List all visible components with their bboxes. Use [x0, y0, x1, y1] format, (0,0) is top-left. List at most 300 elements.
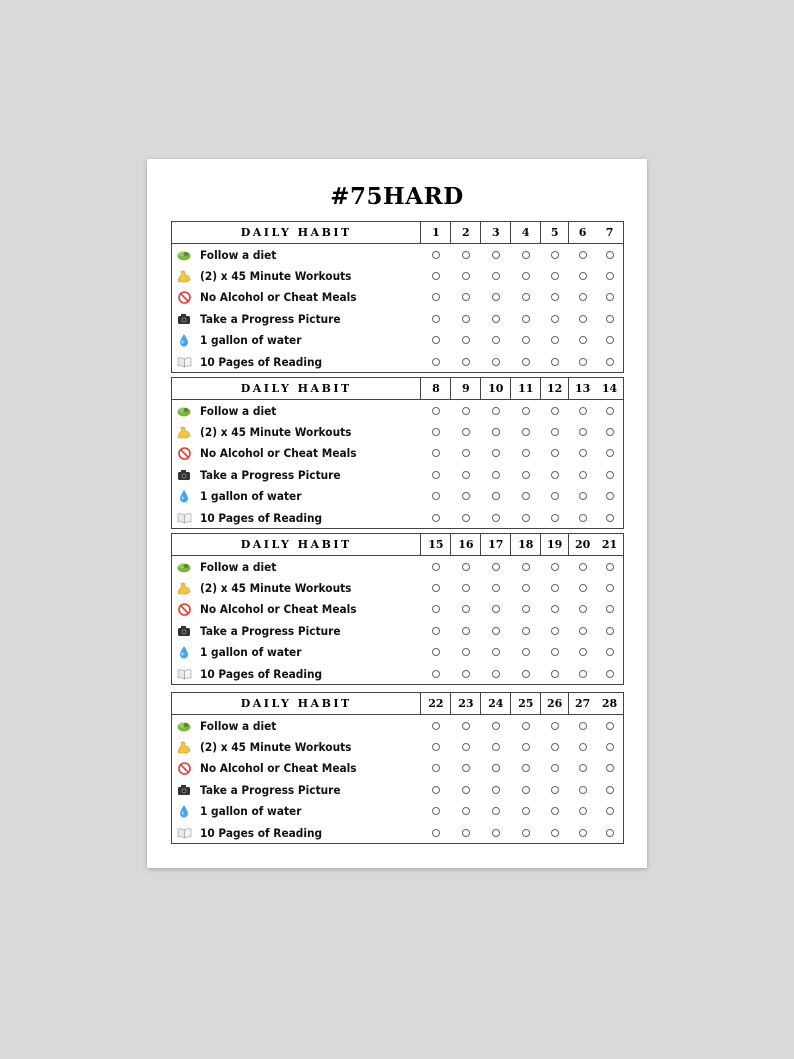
habit-checkbox[interactable] — [551, 807, 559, 815]
water-drop-icon — [176, 803, 192, 819]
habit-row — [172, 736, 623, 757]
habit-checkbox[interactable] — [432, 563, 440, 571]
habit-checkbox[interactable] — [522, 293, 530, 301]
checkbox-cell — [511, 605, 541, 613]
habit-name-cell — [172, 580, 421, 596]
habit-checkbox[interactable] — [551, 471, 559, 479]
checkbox-cell — [596, 251, 623, 259]
checkbox-cell — [481, 786, 511, 794]
habit-checkbox[interactable] — [432, 764, 440, 772]
habit-checkbox[interactable] — [579, 563, 587, 571]
habit-checkbox[interactable] — [551, 449, 559, 457]
checkbox-cell — [511, 492, 541, 500]
habit-checkbox[interactable] — [492, 670, 500, 678]
habit-checkbox[interactable] — [522, 428, 530, 436]
habit-name-cell — [172, 311, 421, 327]
habit-checkbox[interactable] — [432, 272, 440, 280]
checkbox-cell — [481, 293, 511, 301]
habit-checkbox[interactable] — [522, 358, 530, 366]
habit-checkbox[interactable] — [492, 428, 500, 436]
checkbox-cell — [511, 670, 541, 678]
habit-checkbox[interactable] — [492, 807, 500, 815]
checkbox-cell — [541, 272, 569, 280]
habit-checkbox[interactable] — [462, 428, 470, 436]
habit-checkbox[interactable] — [432, 514, 440, 522]
checkbox-cell — [421, 743, 451, 751]
habit-checkbox[interactable] — [606, 492, 614, 500]
checkbox-cell — [596, 670, 623, 678]
day-number: 7 — [605, 226, 614, 239]
habit-checkbox[interactable] — [492, 829, 500, 837]
habit-checkbox[interactable] — [551, 272, 559, 280]
checkbox-cell — [541, 786, 569, 794]
habit-checkbox[interactable] — [579, 807, 587, 815]
habit-checkbox[interactable] — [551, 829, 559, 837]
habit-checkbox[interactable] — [462, 584, 470, 592]
habit-checkbox[interactable] — [579, 358, 587, 366]
checkbox-cell — [569, 829, 596, 837]
checkbox-cell — [596, 514, 623, 522]
checkbox-cell — [451, 605, 481, 613]
habit-checkbox[interactable] — [462, 563, 470, 571]
week-header — [172, 534, 623, 556]
habit-name-cell — [172, 718, 421, 734]
habit-checkbox[interactable] — [522, 627, 530, 635]
habit-checkbox[interactable] — [462, 764, 470, 772]
day-number: 9 — [451, 378, 481, 399]
habit-checkbox[interactable] — [551, 764, 559, 772]
habit-checkbox[interactable] — [579, 627, 587, 635]
habit-checkbox[interactable] — [606, 764, 614, 772]
checkbox-cell — [511, 315, 541, 323]
checkbox-cell — [511, 428, 541, 436]
habit-row — [172, 287, 623, 308]
habit-checkbox[interactable] — [606, 563, 614, 571]
habit-checkbox[interactable] — [522, 648, 530, 656]
habit-checkbox[interactable] — [551, 251, 559, 259]
habit-checkbox[interactable] — [579, 407, 587, 415]
habit-checkbox[interactable] — [522, 251, 530, 259]
checkbox-cell — [511, 648, 541, 656]
habit-checkbox[interactable] — [551, 743, 559, 751]
habit-checkbox[interactable] — [492, 336, 500, 344]
habit-checkbox[interactable] — [432, 648, 440, 656]
habit-checkbox[interactable] — [462, 627, 470, 635]
habit-checkbox[interactable] — [522, 722, 530, 730]
habit-checkbox[interactable] — [522, 563, 530, 571]
checkbox-cell — [569, 563, 596, 571]
habit-checkbox[interactable] — [462, 722, 470, 730]
habit-checkbox[interactable] — [606, 251, 614, 259]
habit-label: 10 Pages of Reading — [200, 354, 323, 369]
habit-checkbox[interactable] — [522, 743, 530, 751]
habit-label: No Alcohol or Cheat Meals — [200, 290, 357, 305]
habit-name-cell — [172, 644, 421, 660]
habit-checkbox[interactable] — [551, 627, 559, 635]
habit-checkbox[interactable] — [492, 764, 500, 772]
day-number: 25 — [511, 693, 541, 714]
habit-checkbox[interactable] — [522, 492, 530, 500]
no-entry-icon — [176, 445, 192, 461]
habit-checkbox[interactable] — [551, 428, 559, 436]
checkbox-cell — [421, 358, 451, 366]
habit-checkbox[interactable] — [492, 251, 500, 259]
habit-checkbox[interactable] — [522, 514, 530, 522]
checkbox-cell — [596, 449, 623, 457]
habit-name-cell — [172, 247, 421, 263]
habit-row — [172, 801, 623, 822]
habit-checkbox[interactable] — [579, 743, 587, 751]
habit-checkbox[interactable] — [579, 605, 587, 613]
habit-checkbox[interactable] — [606, 272, 614, 280]
habit-checkbox[interactable] — [522, 315, 530, 323]
habit-checkbox[interactable] — [462, 605, 470, 613]
habit-checkbox[interactable] — [579, 449, 587, 457]
day-number: 11 — [511, 378, 541, 399]
habit-checkbox[interactable] — [462, 251, 470, 259]
habit-checkbox[interactable] — [492, 358, 500, 366]
habit-checkbox[interactable] — [432, 743, 440, 751]
checkbox-cell — [451, 648, 481, 656]
habit-label: (2) x 45 Minute Workouts — [200, 740, 352, 755]
habit-checkbox[interactable] — [551, 584, 559, 592]
habit-row — [172, 443, 623, 464]
week-header — [172, 222, 623, 244]
habit-checkbox[interactable] — [432, 407, 440, 415]
habit-checkbox[interactable] — [579, 492, 587, 500]
checkbox-cell — [541, 492, 569, 500]
habit-checkbox[interactable] — [432, 449, 440, 457]
habit-checkbox[interactable] — [606, 627, 614, 635]
habit-checkbox[interactable] — [606, 449, 614, 457]
camera-icon — [176, 782, 192, 798]
habit-name-cell — [172, 268, 421, 284]
habit-checkbox[interactable] — [492, 293, 500, 301]
habit-label: Take a Progress Picture — [200, 623, 341, 638]
habit-checkbox[interactable] — [492, 627, 500, 635]
habit-checkbox[interactable] — [606, 358, 614, 366]
habit-checkbox[interactable] — [492, 315, 500, 323]
habit-checkbox[interactable] — [606, 514, 614, 522]
habit-checkbox[interactable] — [551, 336, 559, 344]
checkbox-cell — [481, 627, 511, 635]
checkbox-cell — [511, 807, 541, 815]
habit-checkbox[interactable] — [606, 584, 614, 592]
habit-row — [172, 265, 623, 286]
checkbox-cell — [569, 449, 596, 457]
checkbox-cell — [451, 471, 481, 479]
habit-checkbox[interactable] — [606, 293, 614, 301]
checkbox-cell — [596, 584, 623, 592]
habit-checkbox[interactable] — [579, 293, 587, 301]
checkbox-cell — [569, 407, 596, 415]
daily-habit-header: DAILY HABIT — [172, 222, 421, 243]
habit-checkbox[interactable] — [551, 492, 559, 500]
day-number: 2 — [451, 222, 481, 243]
habit-label: Follow a diet — [200, 718, 277, 733]
habit-row — [172, 577, 623, 598]
flexed-bicep-icon — [176, 424, 192, 440]
habit-row — [172, 758, 623, 779]
week-header — [172, 378, 623, 400]
habit-checkbox[interactable] — [551, 605, 559, 613]
habit-checkbox[interactable] — [432, 492, 440, 500]
habit-checkbox[interactable] — [462, 272, 470, 280]
checkbox-cell — [481, 407, 511, 415]
flexed-bicep-icon — [176, 739, 192, 755]
checkbox-cell — [451, 563, 481, 571]
habit-checkbox[interactable] — [462, 648, 470, 656]
habit-checkbox[interactable] — [579, 584, 587, 592]
checkbox-cell — [451, 786, 481, 794]
checkbox-cell — [541, 358, 569, 366]
habit-checkbox[interactable] — [432, 670, 440, 678]
habit-row — [172, 620, 623, 641]
day-number: 17 — [481, 534, 511, 555]
habit-checkbox[interactable] — [579, 648, 587, 656]
habit-checkbox[interactable] — [492, 272, 500, 280]
habit-checkbox[interactable] — [492, 722, 500, 730]
habit-checkbox[interactable] — [606, 722, 614, 730]
habit-checkbox[interactable] — [606, 315, 614, 323]
habit-row — [172, 308, 623, 329]
camera-icon — [176, 623, 192, 639]
checkbox-cell — [481, 605, 511, 613]
habit-checkbox[interactable] — [432, 315, 440, 323]
habit-checkbox[interactable] — [432, 605, 440, 613]
habit-label: 1 gallon of water — [200, 645, 302, 660]
checkbox-cell — [511, 829, 541, 837]
habit-label: No Alcohol or Cheat Meals — [200, 446, 357, 461]
week-header — [172, 693, 623, 715]
habit-checkbox[interactable] — [606, 428, 614, 436]
habit-checkbox[interactable] — [462, 786, 470, 794]
checkbox-cell — [569, 764, 596, 772]
habit-checkbox[interactable] — [579, 829, 587, 837]
habit-checkbox[interactable] — [462, 807, 470, 815]
habit-checkbox[interactable] — [522, 449, 530, 457]
checkbox-cell — [421, 829, 451, 837]
habit-checkbox[interactable] — [606, 743, 614, 751]
habit-checkbox[interactable] — [551, 648, 559, 656]
water-drop-icon — [176, 488, 192, 504]
checkbox-cell — [541, 722, 569, 730]
habit-checkbox[interactable] — [462, 449, 470, 457]
day-number: 19 — [541, 534, 569, 555]
habit-checkbox[interactable] — [606, 807, 614, 815]
day-number: 24 — [481, 693, 511, 714]
habit-checkbox[interactable] — [462, 336, 470, 344]
checkbox-cell — [596, 471, 623, 479]
day-number: 21 — [601, 538, 618, 551]
habit-checkbox[interactable] — [606, 407, 614, 415]
habit-checkbox[interactable] — [522, 670, 530, 678]
checkbox-cell — [541, 428, 569, 436]
no-entry-icon — [176, 601, 192, 617]
habit-checkbox[interactable] — [432, 722, 440, 730]
checkbox-cell — [421, 336, 451, 344]
daily-habit-header: DAILY HABIT — [172, 534, 421, 555]
habit-checkbox[interactable] — [579, 428, 587, 436]
habit-checkbox[interactable] — [551, 563, 559, 571]
habit-checkbox[interactable] — [432, 336, 440, 344]
habit-checkbox[interactable] — [522, 807, 530, 815]
habit-checkbox[interactable] — [579, 514, 587, 522]
habit-name-cell — [172, 403, 421, 419]
habit-label: No Alcohol or Cheat Meals — [200, 761, 357, 776]
checkbox-cell — [569, 293, 596, 301]
habit-checkbox[interactable] — [551, 514, 559, 522]
habit-checkbox[interactable] — [606, 829, 614, 837]
habit-checkbox[interactable] — [551, 786, 559, 794]
habit-label: (2) x 45 Minute Workouts — [200, 269, 352, 284]
habit-checkbox[interactable] — [432, 428, 440, 436]
habit-checkbox[interactable] — [606, 670, 614, 678]
habit-checkbox[interactable] — [606, 605, 614, 613]
checkbox-cell — [569, 648, 596, 656]
checkbox-cell — [451, 584, 481, 592]
habit-checkbox[interactable] — [606, 786, 614, 794]
habit-checkbox[interactable] — [522, 407, 530, 415]
habit-checkbox[interactable] — [579, 670, 587, 678]
day-number: 12 — [541, 378, 569, 399]
checkbox-cell — [569, 786, 596, 794]
habit-checkbox[interactable] — [492, 605, 500, 613]
no-entry-icon — [176, 289, 192, 305]
habit-checkbox[interactable] — [432, 293, 440, 301]
habit-checkbox[interactable] — [492, 407, 500, 415]
day-number: 14 — [601, 382, 618, 395]
habit-checkbox[interactable] — [492, 492, 500, 500]
salad-icon — [176, 718, 192, 734]
checkbox-cell — [541, 670, 569, 678]
checkbox-cell — [421, 471, 451, 479]
habit-checkbox[interactable] — [432, 358, 440, 366]
checkbox-cell — [596, 648, 623, 656]
habit-checkbox[interactable] — [579, 315, 587, 323]
habit-checkbox[interactable] — [522, 272, 530, 280]
habit-checkbox[interactable] — [462, 829, 470, 837]
checkbox-cell — [421, 605, 451, 613]
checkbox-cell — [596, 358, 623, 366]
habit-checkbox[interactable] — [522, 336, 530, 344]
habit-checkbox[interactable] — [432, 627, 440, 635]
habit-checkbox[interactable] — [462, 407, 470, 415]
checkbox-cell — [596, 492, 623, 500]
habit-checkbox[interactable] — [462, 492, 470, 500]
checkbox-cell — [569, 315, 596, 323]
habit-checkbox[interactable] — [522, 829, 530, 837]
habit-tracker-sheet — [147, 159, 647, 868]
habit-checkbox[interactable] — [432, 829, 440, 837]
habit-label: Follow a diet — [200, 559, 277, 574]
daily-habit-header: DAILY HABIT — [172, 378, 421, 399]
habit-checkbox[interactable] — [551, 293, 559, 301]
day-number: 20 — [574, 538, 591, 551]
habit-checkbox[interactable] — [606, 336, 614, 344]
habit-row — [172, 715, 623, 736]
habit-checkbox[interactable] — [579, 336, 587, 344]
checkbox-cell — [596, 336, 623, 344]
habit-checkbox[interactable] — [551, 358, 559, 366]
habit-checkbox[interactable] — [462, 514, 470, 522]
habit-row — [172, 486, 623, 507]
habit-checkbox[interactable] — [492, 449, 500, 457]
habit-checkbox[interactable] — [432, 584, 440, 592]
habit-checkbox[interactable] — [522, 786, 530, 794]
habit-checkbox[interactable] — [551, 407, 559, 415]
checkbox-cell — [451, 272, 481, 280]
habit-checkbox[interactable] — [606, 648, 614, 656]
habit-checkbox[interactable] — [522, 605, 530, 613]
habit-checkbox[interactable] — [492, 471, 500, 479]
habit-checkbox[interactable] — [579, 786, 587, 794]
habit-checkbox[interactable] — [492, 584, 500, 592]
habit-checkbox[interactable] — [492, 743, 500, 751]
day-number: 1 — [421, 222, 451, 243]
habit-name-cell — [172, 782, 421, 798]
habit-checkbox[interactable] — [432, 471, 440, 479]
checkbox-cell — [541, 293, 569, 301]
day-number: 8 — [421, 378, 451, 399]
checkbox-cell — [481, 251, 511, 259]
checkbox-cell — [421, 722, 451, 730]
checkbox-cell — [596, 722, 623, 730]
habit-checkbox[interactable] — [579, 272, 587, 280]
camera-icon — [176, 311, 192, 327]
habit-checkbox[interactable] — [432, 786, 440, 794]
habit-checkbox[interactable] — [606, 471, 614, 479]
habit-checkbox[interactable] — [432, 807, 440, 815]
habit-checkbox[interactable] — [492, 648, 500, 656]
habit-checkbox[interactable] — [492, 563, 500, 571]
habit-checkbox[interactable] — [551, 670, 559, 678]
checkbox-cell — [421, 648, 451, 656]
habit-checkbox[interactable] — [522, 764, 530, 772]
habit-checkbox[interactable] — [579, 251, 587, 259]
habit-checkbox[interactable] — [462, 743, 470, 751]
habit-checkbox[interactable] — [579, 722, 587, 730]
checkbox-cell — [451, 722, 481, 730]
habit-checkbox[interactable] — [462, 293, 470, 301]
checkbox-cell — [596, 764, 623, 772]
checkbox-cell — [481, 315, 511, 323]
open-book-icon — [176, 510, 192, 526]
habit-label: Follow a diet — [200, 403, 277, 418]
habit-row — [172, 599, 623, 620]
habit-label: No Alcohol or Cheat Meals — [200, 602, 357, 617]
habit-checkbox[interactable] — [432, 251, 440, 259]
habit-checkbox[interactable] — [579, 764, 587, 772]
habit-label: (2) x 45 Minute Workouts — [200, 581, 352, 596]
habit-label: Take a Progress Picture — [200, 467, 341, 482]
habit-checkbox[interactable] — [522, 471, 530, 479]
week-block — [171, 377, 624, 529]
habit-checkbox[interactable] — [522, 584, 530, 592]
habit-checkbox[interactable] — [551, 722, 559, 730]
habit-checkbox[interactable] — [462, 358, 470, 366]
habit-checkbox[interactable] — [462, 315, 470, 323]
habit-checkbox[interactable] — [492, 514, 500, 522]
habit-checkbox[interactable] — [579, 471, 587, 479]
checkbox-cell — [421, 492, 451, 500]
habit-label: 10 Pages of Reading — [200, 825, 323, 840]
habit-checkbox[interactable] — [462, 670, 470, 678]
habit-checkbox[interactable] — [462, 471, 470, 479]
habit-checkbox[interactable] — [492, 786, 500, 794]
habit-checkbox[interactable] — [551, 315, 559, 323]
day-number: 13 — [574, 382, 591, 395]
